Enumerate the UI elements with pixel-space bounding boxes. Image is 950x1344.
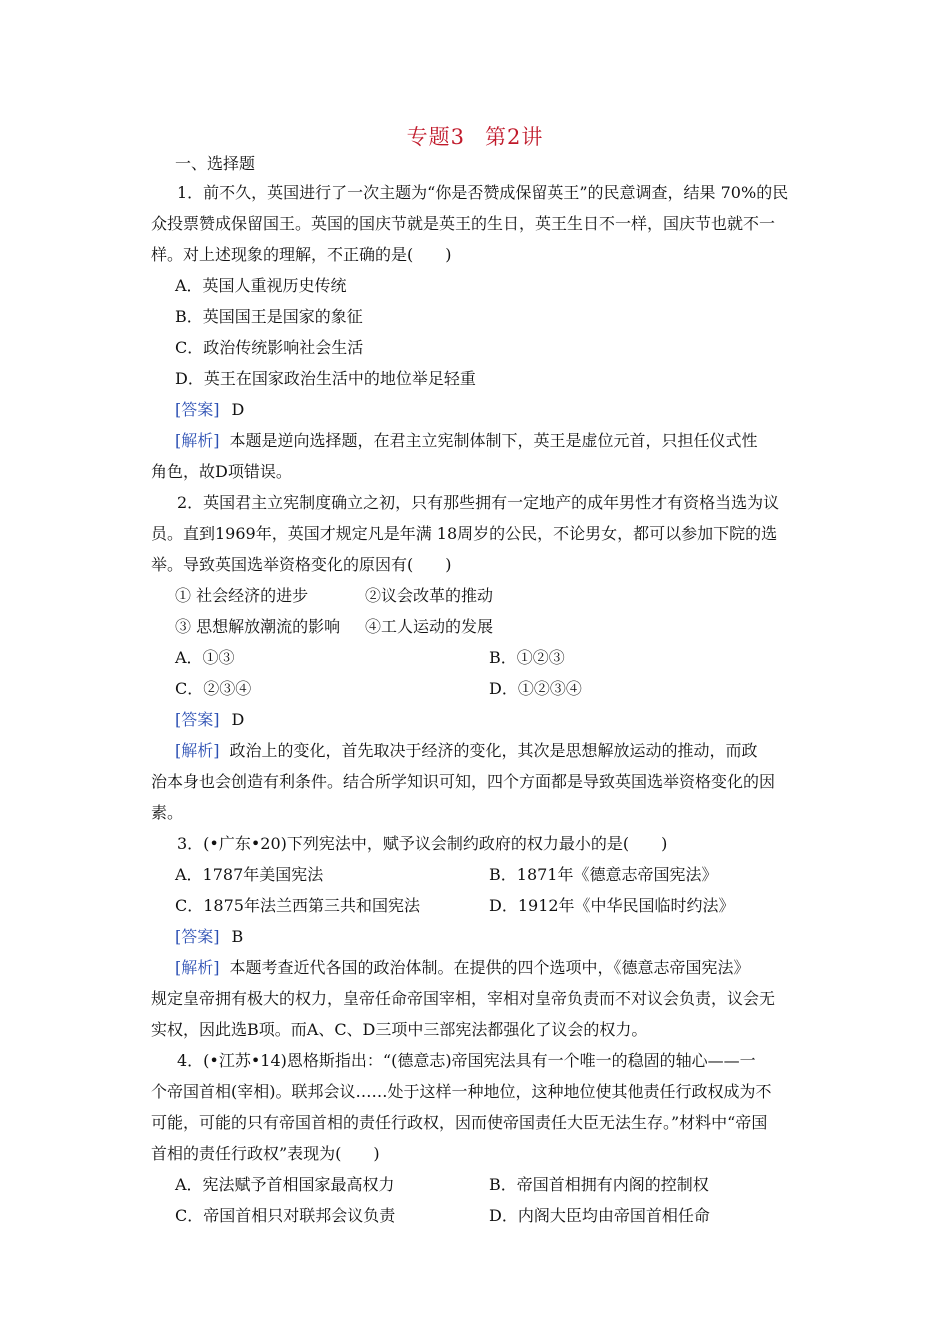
q2-option-d: D．①②③④ — [489, 679, 582, 698]
explanation-label: [解析] — [175, 431, 220, 450]
q2-options-row-1 — [175, 642, 809, 673]
q1-explanation — [175, 425, 809, 456]
q2-item-2: ②议会改革的推动 — [365, 586, 494, 605]
q4-option-b: B．帝国首相拥有内阁的控制权 — [489, 1175, 709, 1194]
q1-option-a: A．英国人重视历史传统 — [175, 276, 347, 295]
q3-answer-value: B — [231, 927, 244, 946]
q3-options-row-1 — [175, 859, 809, 890]
q1-stem-line-2: 众投票赞成保留国王。英国的国庆节就是英王的生日，英王生日不一样，国庆节也就不一 — [151, 214, 776, 233]
q3-option-c: C．1875年法兰西第三共和国宪法 — [175, 896, 420, 915]
question-3 — [151, 828, 809, 1045]
q1-explanation-cont: 角色，故D项错误。 — [151, 462, 292, 481]
q4-options-row-1 — [175, 1169, 809, 1200]
q4-stem-line-2: 个帝国首相(宰相)。联邦会议……处于这样一种地位，这种地位使其他责任行政权成为不 — [151, 1082, 772, 1101]
q2-stem-line-2: 员。直到1969年，英国才规定凡是年满 18周岁的公民，不论男女，都可以参加下院的选 — [151, 524, 778, 543]
q4-stem-line-3: 可能，可能的只有帝国首相的责任行政权，因而使帝国责任大臣无法生存。”材料中“帝国 — [151, 1113, 768, 1132]
q4-options-row-2 — [175, 1200, 809, 1231]
section-heading: 一、选择题 — [175, 154, 256, 173]
q1-option-b: B．英国国王是国家的象征 — [175, 307, 363, 326]
q1-explanation-text: 本题是逆向选择题，在君主立宪制体制下，英王是虚位元首，只担任仪式性 — [229, 431, 758, 450]
question-2 — [151, 487, 809, 828]
q3-explanation — [175, 952, 809, 983]
q2-option-c: C．②③④ — [175, 679, 252, 698]
q3-option-b: B．1871年《德意志帝国宪法》 — [489, 865, 718, 884]
q2-item-1: ① 社会经济的进步 — [175, 586, 309, 605]
q3-answer — [175, 921, 809, 952]
q2-answer-value: D — [231, 710, 245, 729]
q3-option-a: A．1787年美国宪法 — [175, 865, 324, 884]
content — [151, 151, 809, 1231]
question-1 — [151, 177, 809, 487]
q2-answer — [175, 704, 809, 735]
q1-stem-line-3: 样。对上述现象的理解，不正确的是( ) — [151, 245, 452, 264]
q2-explanation — [175, 735, 809, 766]
q2-option-a: A．①③ — [175, 648, 235, 667]
q4-stem-line-1: 4．(•江苏•14)恩格斯指出：“(德意志)帝国宪法具有一个唯一的稳固的轴心——一 — [177, 1051, 756, 1070]
q2-stem-line-3: 举。导致英国选举资格变化的原因有( ) — [151, 555, 452, 574]
q2-items-row-2 — [175, 611, 809, 642]
q2-explanation-line-3: 素。 — [151, 803, 184, 822]
q3-options-row-2 — [175, 890, 809, 921]
q4-option-a: A．宪法赋予首相国家最高权力 — [175, 1175, 395, 1194]
q3-explanation-line-2: 规定皇帝拥有极大的权力，皇帝任命帝国宰相，宰相对皇帝负责而不对议会负责，议会无 — [151, 989, 776, 1008]
q2-item-3: ③ 思想解放潮流的影响 — [175, 617, 341, 636]
answer-label: [答案] — [175, 710, 220, 729]
page-title — [0, 121, 950, 151]
q2-items-row-1 — [175, 580, 809, 611]
q3-explanation-line-3: 实权，因此选B项。而A、C、D三项中三部宪法都强化了议会的权力。 — [151, 1020, 648, 1039]
q1-answer — [175, 394, 809, 425]
q2-explanation-line-2: 治本身也会创造有利条件。结合所学知识可知，四个方面都是导致英国选举资格变化的因 — [151, 772, 776, 791]
q1-stem-line-1: 1．前不久，英国进行了一次主题为“你是否赞成保留英王”的民意调查，结果 70%的民 — [177, 183, 789, 202]
question-4 — [151, 1045, 809, 1231]
title-part2: 第2讲 — [485, 125, 544, 149]
q3-stem: 3．(•广东•20)下列宪法中，赋予议会制约政府的权力最小的是( ) — [177, 834, 668, 853]
q4-option-c: C．帝国首相只对联邦会议负责 — [175, 1206, 396, 1225]
explanation-label: [解析] — [175, 741, 220, 760]
q2-option-b: B．①②③ — [489, 648, 565, 667]
q3-option-d: D．1912年《中华民国临时约法》 — [489, 896, 735, 915]
q4-stem-line-4: 首相的责任行政权”表现为( ) — [151, 1144, 380, 1163]
q1-option-c: C．政治传统影响社会生活 — [175, 338, 364, 357]
answer-label: [答案] — [175, 400, 220, 419]
q2-options-row-2 — [175, 673, 809, 704]
title-part1: 专题3 — [406, 125, 465, 149]
q3-explanation-text: 本题考查近代各国的政治体制。在提供的四个选项中，《德意志帝国宪法》 — [229, 958, 750, 977]
q2-explanation-text: 政治上的变化，首先取决于经济的变化，其次是思想解放运动的推动，而政 — [229, 741, 758, 760]
q2-item-4: ④工人运动的发展 — [365, 617, 494, 636]
q4-option-d: D．内阁大臣均由帝国首相任命 — [489, 1206, 710, 1225]
q1-option-d: D．英王在国家政治生活中的地位举足轻重 — [175, 369, 476, 388]
explanation-label: [解析] — [175, 958, 220, 977]
answer-label: [答案] — [175, 927, 220, 946]
q1-answer-value: D — [231, 400, 245, 419]
q2-stem-line-1: 2．英国君主立宪制度确立之初，只有那些拥有一定地产的成年男性才有资格当选为议 — [177, 493, 780, 512]
